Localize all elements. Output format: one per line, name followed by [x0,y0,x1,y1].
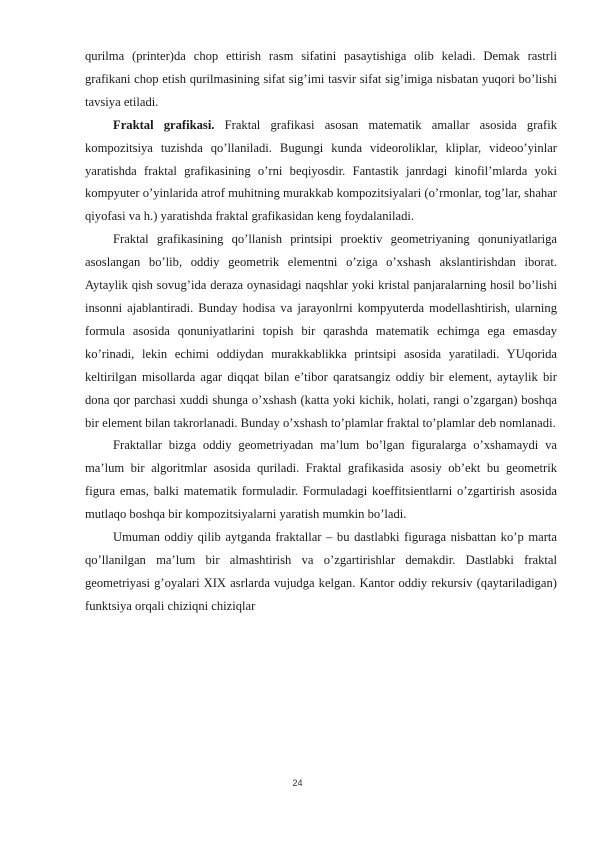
paragraph-application-principle [85,228,557,434]
paragraph-text: Fraktal grafikasi asosan matematik amallar asosida grafik kompozitsiya tuzishda qo’llaniladi. Bugungi kunda videoroliklar, kliplar, videoo’yinlar yaratishda fraktal grafikasining o’rni beqiyosdir. Fantastik janrdagi kinofil’mlarda yoki kompyuter o’yinlarida atrof muhitning murakkab kompozitsiyalari (o’rmonlar, tog’lar, shahar qiyofasi va h.) yaratishda fraktal grafikasidan keng foydalaniladi. [85,117,557,224]
paragraph-fractals-vs-geometry [85,434,557,526]
section-heading-fractal-graphics: Fraktal grafikasi. [113,117,215,132]
page-body [85,45,557,618]
paragraph-text: qurilma (printer)da chop ettirish rasm sifatini pasaytishiga olib keladi. Demak rastrli grafikani chop etish qurilmasining sifat sig’imi tasvir sifat sig’imiga nisbatan yuqori bo’lishi tavsiya etiladi. [85,49,557,109]
paragraph-text: Fraktallar bizga oddiy geometriyadan ma’lum bo’lgan figuralarga o’xshamaydi va ma’lum bir algoritmlar asosida quriladi. Fraktal grafikasida asosiy ob’ekt bu geometrik figura emas, balki matematik formuladir. Formuladagi koeffitsientlarni o’zgartirish asosida mutlaqo boshqa bir kompozitsiyalarni yaratish mumkin bo’ladi. [85,438,557,522]
page-number: 24 [292,778,303,788]
paragraph-text: Fraktal grafikasining qo’llanish printsipi proektiv geometriyaning qonuniyatlariga asoslangan bo’lib, oddiy geometrik elementni o’ziga o’xshash akslantirishdan iborat. Aytaylik qish sovug’ida deraza oynasidagi naqshlar yoki kristal panjaralarning hosil bo’lishi insonni ajablantiradi. Bunday hodisa va jarayonlrni kompyuterda modellashtirish, ularning formula asosida qonuniyatlarini topish bir qarashda matematik echimga ega emasday ko’rinadi, lekin echimi oddiydan murakkablikka printsipi asosida yaratiladi. YUqorida keltirilgan misollarda agar diqqat bilan e’tibor qaratsangiz oddiy bir element, aytaylik bir dona qor parchasi xuddi shunga o’xshash (katta yoki kichik, holati, rangi o’zgargan) boshqa bir element bilan takrorlanadi. Bunday o’xshash to’plamlar fraktal to’plamlar deb nomlanadi. [85,232,557,430]
paragraph-fractal-history [85,526,557,618]
paragraph-intro-continuation [85,45,557,114]
paragraph-text: Umuman oddiy qilib aytganda fraktallar – bu dastlabki figuraga nisbattan ko’p marta qo’llanilgan ma’lum bir almashtirish va o’zgartirishlar demakdir. Dastlabki fraktal geometriyasi g’oyalari XIX asrlarda vujudga kelgan. Kantor oddiy rekursiv (qaytariladigan) funktsiya orqali chiziqni chiziqlar [85,530,557,613]
paragraph-fractal-graphics [85,114,557,229]
